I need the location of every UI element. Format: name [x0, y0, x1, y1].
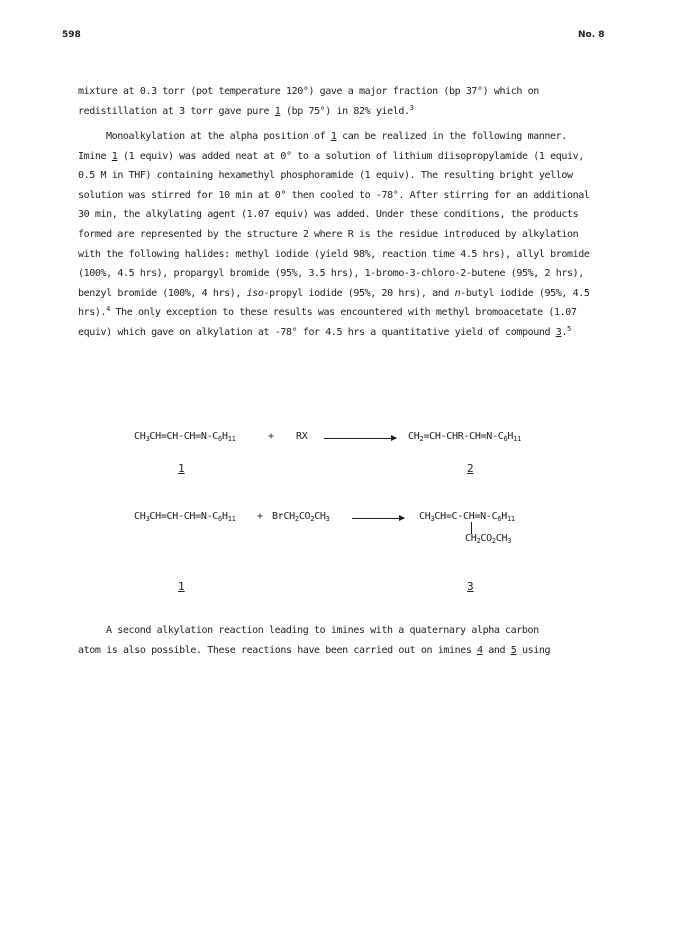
compound-ref-5: 5 — [510, 644, 517, 656]
paragraph-line: A second alkylation reaction leading to imines with a quaternary alpha carbon — [106, 625, 539, 636]
text-run: Monoalkylation at the alpha position of — [106, 131, 331, 142]
scheme1-reactant-formula: $CH_3CH=CH-CH=N-C_6H_{11}$ — [134, 431, 236, 443]
compound-ref-1: 1 — [111, 150, 118, 162]
footnote-ref: 5 — [567, 324, 571, 333]
paragraph-body — [78, 127, 598, 343]
compound-ref-1: 1 — [330, 131, 337, 142]
text-run: (bp 75°) in 82% yield. — [280, 105, 410, 117]
paragraph-line: mixture at 0.3 torr (pot temperature 120°) gave a major fraction (bp 37°) which on — [78, 86, 539, 97]
text-run: -butyl iodide (95%, 4.5 hrs). — [78, 287, 590, 319]
paragraph-line — [78, 102, 598, 122]
text-run: atom is also possible. These reactions have been carried out on imines — [78, 644, 478, 656]
compound-number-1: 1 — [178, 580, 185, 593]
text-run: The only exception to these results was encountered with methyl bromoacetate (1.07 equiv) which gave on alkylation at -78° for 4.5 hrs a quantitative yield of compound — [78, 307, 577, 338]
reaction-arrow — [352, 518, 404, 519]
plus-sign: + — [257, 511, 263, 522]
scheme1-product-formula: $CH_2=CH-CHR-CH=N-C_6H_{11}$ — [408, 431, 521, 443]
text-run: redistillation at 3 torr gave pure — [78, 105, 275, 117]
plus-sign: + — [268, 431, 274, 442]
issue-number: No. 8 — [578, 30, 605, 40]
text-run: . — [561, 326, 567, 338]
text-run: -propyl iodide (95%, 20 hrs), and — [263, 287, 455, 299]
page-number: 598 — [62, 30, 81, 40]
paragraph-line — [78, 641, 598, 661]
scheme2-product-formula: $CH_3CH=C-CH=N-C_6H_{11}$ — [419, 511, 515, 523]
text-run: can be realized in the following manner. — [336, 131, 567, 142]
text-run: Imine — [78, 150, 112, 162]
footnote-ref: 3 — [409, 103, 414, 112]
scheme2-product-branch: $CH_2CO_2CH_3$ — [465, 533, 512, 545]
scheme1-reagent: RX — [296, 431, 308, 442]
footnote-ref: 4 — [106, 305, 110, 314]
n-prefix: n — [454, 287, 461, 299]
iso-prefix: iso — [246, 287, 264, 299]
compound-number-1: 1 — [178, 462, 185, 475]
compound-ref-3: 3 — [555, 326, 562, 338]
scheme2-reagent-formula: $BrCH_2CO_2CH_3$ — [272, 511, 330, 523]
compound-ref-4: 4 — [477, 644, 483, 656]
text-run: (1 equiv) was added neat at 0° to a solution of lithium diisopropylamide (1 equiv, 0.5 M in THF) containing hexamethyl phosphoramide (1 equiv). The resulting bright yellow solution was stirred for 10 min at 0° then cooled to -78°. After stirring for an additional 30 min, the alkylating agent (1.07 equiv) was added. Under these conditions, the products formed are represented by the structure 2 where R is the residue introduced by alkylation with the following halides: methyl iodide (yield 98%, reaction time 4.5 hrs), allyl bromide (100%, 4.5 hrs), propargyl bromide (95%, 3.5 hrs), 1-bromo-3-chloro-2-butene (95%, 2 hrs), benzyl bromide (100%, 4 hrs), — [78, 150, 590, 299]
paragraph-monoalkylation — [78, 127, 598, 343]
text-run: using — [516, 644, 551, 656]
scheme2-reactant-formula: $CH_3CH=CH-CH=N-C_6H_{11}$ — [134, 511, 236, 523]
paragraph-continuation — [78, 82, 598, 121]
compound-ref-1: 1 — [274, 105, 281, 117]
reaction-arrow — [324, 438, 396, 439]
compound-number-2: 2 — [467, 462, 474, 475]
compound-number-3: 3 — [467, 580, 474, 593]
paragraph-second-alkylation — [78, 621, 598, 660]
text-run: and — [482, 644, 511, 656]
